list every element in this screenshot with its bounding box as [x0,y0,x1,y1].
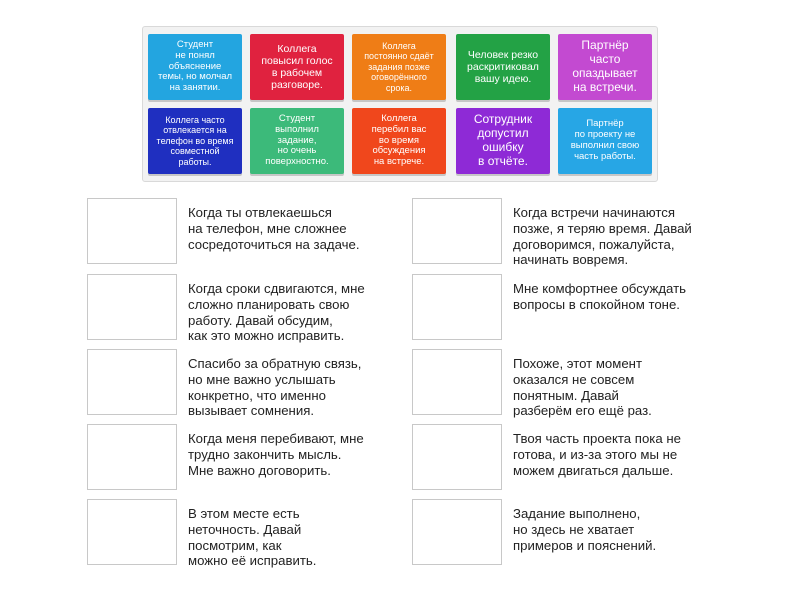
drop-slot[interactable] [412,499,502,565]
answer-tile[interactable] [148,34,242,100]
answer-tile[interactable] [250,108,344,174]
phrase-text: Похоже, этот момент оказался не совсем понятным. Давай разберём его ещё раз. [513,356,652,419]
answer-tile[interactable] [558,34,652,100]
answer-tile[interactable] [148,108,242,174]
drop-slot[interactable] [87,424,177,490]
phrase-text: Задание выполнено, но здесь не хватает примеров и пояснений. [513,506,657,553]
answer-tile[interactable] [352,108,446,174]
phrase-text: Когда встречи начинаются позже, я теряю время. Давай договоримся, пожалуйста, начинать вовремя. [513,205,692,268]
answer-tile[interactable] [250,34,344,100]
drop-slot[interactable] [412,424,502,490]
answer-tile[interactable] [558,108,652,174]
drop-slot[interactable] [87,274,177,340]
answer-tile-label: Студент выполнил задание, но очень поверхностно. [265,112,329,168]
drop-slot[interactable] [87,198,177,264]
phrase-text: Когда сроки сдвигаются, мне сложно планировать свою работу. Давай обсудим, как это можно исправить. [188,281,365,344]
drop-slot[interactable] [412,198,502,264]
phrase-text: В этом месте есть неточность. Давай посмотрим, как можно её исправить. [188,506,317,569]
answer-tile-label: Партнёр по проекту не выполнил свою часть работы. [570,118,640,162]
answer-tile-label: Коллега постоянно сдаёт задания позже оговорённого срока. [364,41,434,93]
answer-tile-label: Сотрудник допустил ошибку в отчёте. [473,112,533,168]
drop-slot[interactable] [412,274,502,340]
drop-slot[interactable] [87,499,177,565]
answer-tile-label: Коллега повысил голос в рабочем разговоре. [261,42,333,92]
phrase-text: Мне комфортнее обсуждать вопросы в спокойном тоне. [513,281,687,312]
answer-tile-label: Коллега часто отвлекается на телефон во время совместной работы. [156,115,234,167]
answer-tile[interactable] [352,34,446,100]
phrase-text: Спасибо за обратную связь, но мне важно услышать конкретно, что именно вызывает сомнения. [188,356,362,419]
phrase-text: Твоя часть проекта пока не готова, и из-за этого мы не можем двигаться дальше. [513,431,681,478]
drop-slot[interactable] [412,349,502,415]
drop-slot[interactable] [87,349,177,415]
answer-tile-label: Коллега перебил вас во время обсуждения на встрече. [371,112,427,168]
answer-tile-label: Студент не понял объяснение темы, но молчал на занятии. [157,38,233,94]
phrase-text: Когда ты отвлекаешься на телефон, мне сложнее сосредоточиться на задаче. [188,205,360,252]
phrase-text: Когда меня перебивают, мне трудно закончить мысль. Мне важно договорить. [188,431,364,478]
answer-tile[interactable] [456,108,550,174]
answer-tile-label: Человек резко раскритиковал вашу идею. [467,48,539,86]
answer-tile[interactable] [456,34,550,100]
answer-tile-label: Партнёр часто опаздывает на встречи. [572,38,638,94]
